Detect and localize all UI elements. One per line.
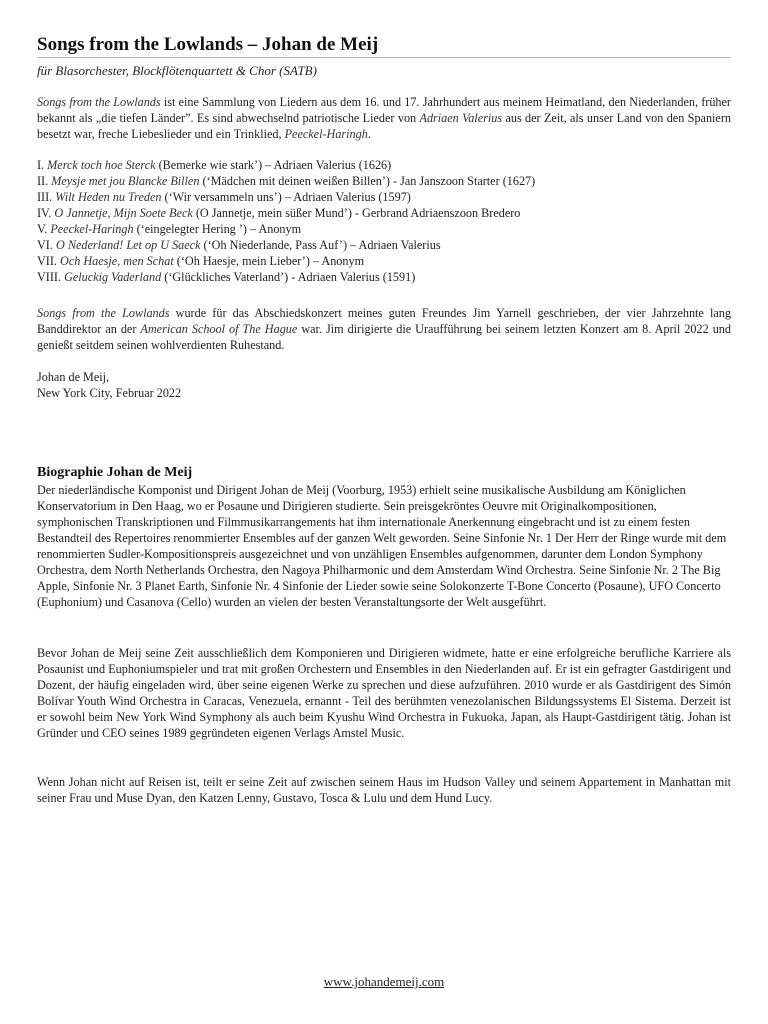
song-number: III. <box>37 190 56 204</box>
song-item <box>37 173 731 189</box>
website-link[interactable]: www.johandemeij.com <box>323 974 445 989</box>
biography-paragraph-3: Wenn Johan nicht auf Reisen ist, teilt er seine Zeit auf zwischen seinem Haus im Hudson Valley und seinem Appartement in Manhattan mit seiner Frau und Muse Dyan, den Katzen Lenny, Gustavo, Tosca & Lulu und dem Hund Lucy. <box>37 775 731 805</box>
closing-school-italic: American School of The Hague <box>140 322 298 336</box>
song-number: IV. <box>37 206 55 220</box>
document-page <box>37 34 731 805</box>
closing-title-italic: Songs from the Lowlands <box>37 306 170 320</box>
closing-text-2: war. Jim dirigierte die Uraufführung bei seinem letzten Konzert am 8. April 2022 und genießt seitdem seinen wohlverdienten Ruhestand. <box>37 322 731 352</box>
song-item <box>37 269 731 285</box>
page-subtitle: für Blasorchester, Blockflötenquartett & Chor (SATB) <box>37 63 317 78</box>
song-item <box>37 237 731 253</box>
closing-text-1: wurde für das Abschiedskonzert meines guten Freundes Jim Yarnell geschrieben, der vier Jahrzehnte lang Banddirektor an der <box>37 306 731 336</box>
song-number: I. <box>37 158 48 172</box>
footer <box>0 974 768 990</box>
song-number: II. <box>37 174 52 188</box>
song-details: (Bemerke wie stark’) – Adriaen Valerius (1626) <box>155 158 392 172</box>
song-item <box>37 205 731 221</box>
song-title: Wilt Heden nu Treden <box>55 190 162 204</box>
closing-paragraph <box>37 305 731 353</box>
song-details: (‘Oh Haesje, mein Lieber’) – Anonym <box>173 254 365 268</box>
intro-text-2: aus der Zeit, als unser Land von den Spaniern besetzt war, freche Liebeslieder und ein Trinklied, <box>37 111 731 141</box>
intro-text-3: . <box>367 127 371 141</box>
song-title: Merck toch hoe Sterck <box>47 158 156 172</box>
song-details: (‘Wir versammeln uns’) – Adriaen Valerius (1597) <box>161 190 411 204</box>
song-item <box>37 189 731 205</box>
song-title: Och Haesje, men Schat <box>60 254 174 268</box>
song-title: Meysje met jou Blancke Billen <box>51 174 200 188</box>
page-title: Songs from the Lowlands – Johan de Meij <box>37 34 731 58</box>
song-item <box>37 253 731 269</box>
song-title: O Nederland! Let op U Saeck <box>55 238 201 252</box>
intro-title-italic: Songs from the Lowlands <box>37 95 161 109</box>
song-details: (O Jannetje, mein süßer Mund’) - Gerbrand Adriaenszoon Bredero <box>192 206 521 220</box>
song-details: (‘Glückliches Vaterland’) - Adriaen Valerius (1591) <box>161 270 416 284</box>
song-number: V. <box>37 222 51 236</box>
intro-song-italic: Peeckel-Haringh <box>284 127 368 141</box>
song-title: Peeckel-Haringh <box>50 222 134 236</box>
signature-place-date: New York City, Februar 2022 <box>37 386 182 400</box>
song-number: VII. <box>37 254 61 268</box>
song-details: (‘eingelegter Hering ’) – Anonym <box>133 222 302 236</box>
song-title: Geluckig Vaderland <box>64 270 162 284</box>
song-number: VIII. <box>37 270 65 284</box>
biography-paragraph-1: Der niederländische Komponist und Dirigent Johan de Meij (Voorburg, 1953) erhielt seine musikalische Ausbildung am Königlichen Konservatorium in Den Haag, wo er Posaune und Dirigieren studierte. Sein preisgekröntes Oeuvre mit Originalkompositionen, symphonischen Transkriptionen und Filmmusikarrangements hat ihm internationale Anerkennung eingebracht und ist zu einem festen Bestandteil des Repertoires renommierter Ensembles auf der ganzen Welt geworden. Seine Sinfonie Nr. 1 Der Herr der Ringe wurde mit dem renommierten Sudler-Kompositionspreis ausgezeichnet und von unzähligen Ensembles aufgenommen, darunter dem London Symphony Orchestra, dem North Netherlands Orchestra, den Nagoya Philharmonic und dem Amsterdam Wind Orchestra. Seine Sinfonie Nr. 2 The Big Apple, Sinfonie Nr. 3 Planet Earth, Sinfonie Nr. 4 Sinfonie der Lieder sowie seine Solokonzerte T-Bone Concerto (Posaune), UFO Concerto (Euphonium) und Casanova (Cello) wurden an vielen der besten Veranstaltungsorte der Welt ausgeführt. <box>37 483 727 609</box>
intro-paragraph <box>37 94 731 142</box>
intro-author-italic: Adriaen Valerius <box>419 111 503 125</box>
song-title: O Jannetje, Mijn Soete Beck <box>54 206 193 220</box>
signature-block <box>37 369 181 401</box>
song-number: VI. <box>37 238 56 252</box>
song-details: (‘Oh Niederlande, Pass Auf’) – Adriaen Valerius <box>200 238 441 252</box>
intro-text-1: ist eine Sammlung von Liedern aus dem 16. und 17. Jahrhundert aus meinem Heimatland, den Niederlanden, früher bekannt als „die tiefen Länder”. Es sind abwechselnd patriotische Lieder von <box>37 95 731 125</box>
signature-name: Johan de Meij, <box>37 370 110 384</box>
song-list <box>37 157 731 285</box>
biography-heading: Biographie Johan de Meij <box>37 465 193 480</box>
song-item <box>37 221 731 237</box>
song-details: (‘Mädchen mit deinen weißen Billen’) - Jan Janszoon Starter (1627) <box>199 174 536 188</box>
song-item <box>37 157 731 173</box>
biography-paragraph-2: Bevor Johan de Meij seine Zeit ausschließlich dem Komponieren und Dirigieren widmete, hatte er eine erfolgreiche berufliche Karriere als Posaunist und Euphoniumspieler und trat mit großen Orchestern und Ensembles in den Niederlanden auf. Er ist ein gefragter Gastdirigent und Dozent, der häufig eingeladen wird, über seine eigenen Werke zu sprechen und diese aufzuführen. 2010 wurde er als Gastdirigent des Simón Bolívar Youth Wind Orchestra in Caracas, Venezuela, ernannt - Teil des berühmten venezolanischen Bildungssystems El Sistema. Derzeit ist er sowohl beim New York Wind Symphony als auch beim Kyushu Wind Orchestra in Fukuoka, Japan, als Haupt-Gastdirigent tätig. Johan ist Gründer und CEO seines 1989 gegründeten eigenen Verlags Amstel Music. <box>37 646 731 740</box>
